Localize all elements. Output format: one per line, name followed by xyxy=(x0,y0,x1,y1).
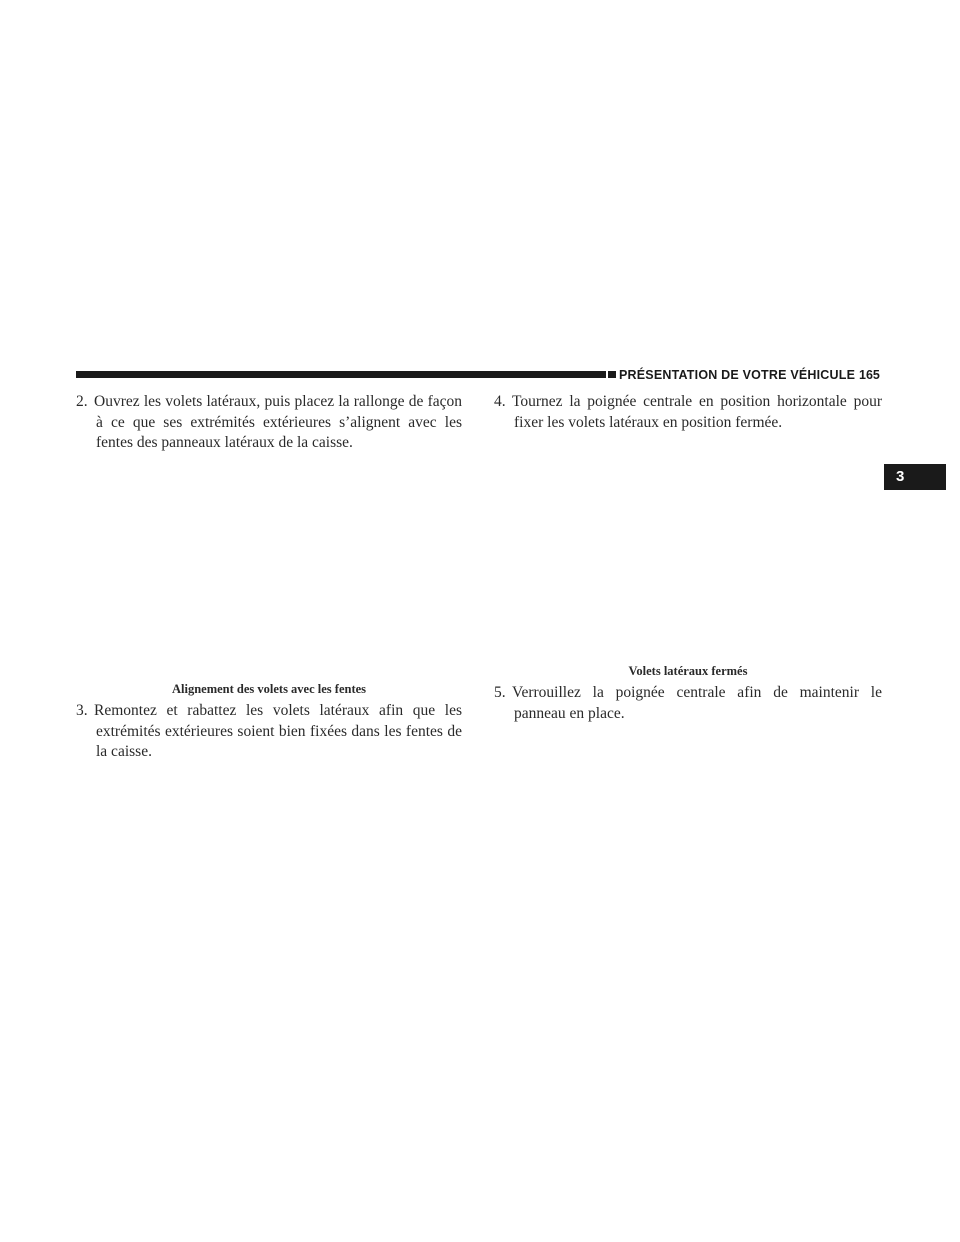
page-number: 165 xyxy=(859,368,880,382)
step-number: 3. xyxy=(76,702,88,719)
figure-closed-flaps xyxy=(494,442,882,654)
figure-caption: Volets latéraux fermés xyxy=(628,664,748,678)
step-number: 5. xyxy=(494,684,506,701)
step-text: Remontez et rabattez les volets latéraux afin que les extrémités extérieures soient bien fixées dans les fentes de la caisse. xyxy=(94,702,462,760)
header-rule-segment xyxy=(608,371,616,378)
section-title: PRÉSENTATION DE VOTRE VÉHICULE xyxy=(619,368,856,382)
figure-alignment xyxy=(76,462,462,672)
step-number: 2. xyxy=(76,393,88,410)
chapter-tab: 3 xyxy=(884,464,946,490)
step-2 xyxy=(76,392,462,454)
figure-caption: Alignement des volets avec les fentes xyxy=(171,682,367,696)
step-text: Verrouillez la poignée centrale afin de maintenir le panneau en place. xyxy=(512,684,882,722)
step-5 xyxy=(494,683,882,724)
step-3 xyxy=(76,701,462,763)
step-text: Ouvrez les volets latéraux, puis placez la rallonge de façon à ce que ses extrémités extérieures s’alignent avec les fentes des panneaux latéraux de la caisse. xyxy=(94,393,462,451)
header-rule xyxy=(76,371,606,378)
step-4 xyxy=(494,392,882,433)
step-number: 4. xyxy=(494,393,506,410)
step-text: Tournez la poignée centrale en position horizontale pour fixer les volets latéraux en position fermée. xyxy=(512,393,882,431)
